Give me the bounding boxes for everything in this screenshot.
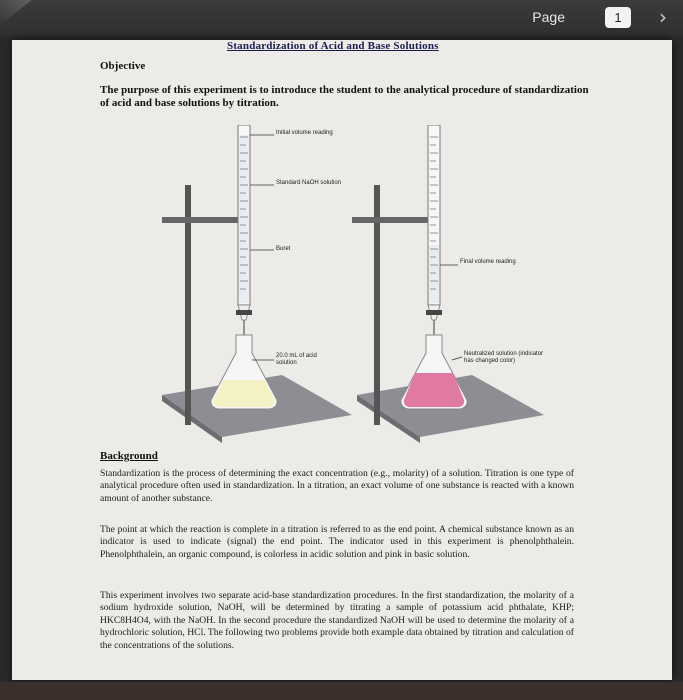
left-clamp — [162, 217, 242, 223]
page-number-input[interactable]: 1 — [605, 7, 631, 28]
document-page — [12, 40, 672, 680]
viewer-toolbar — [0, 0, 683, 36]
document-title: Standardization of Acid and Base Solutions — [227, 40, 439, 52]
label-neutralized-solution: Neutralized solution (indicator has changed color) — [464, 351, 544, 364]
right-stopcock — [426, 310, 442, 315]
background-paragraph-2 — [100, 524, 574, 561]
objective-heading: Objective — [100, 60, 146, 72]
right-clamp — [352, 217, 432, 223]
paragraph-text: This experiment involves two separate acid-base standardization procedures. In the first standardization, the molarity of a sodium hydroxide solution, NaOH, will be determined by titrating a sample of potassium acid phthalate, KHP; HKC8H4O4, with the NaOH. In the second procedure the standardized NaOH will be used to determine the molarity of a hydrochloric solution, HCl. The following two problems provide both example data obtained by titration and calculation of the concentrations of the solutions. — [100, 590, 574, 651]
background-heading: Background — [100, 450, 158, 462]
page-label: Page — [532, 9, 565, 25]
label-buret: Buret — [276, 246, 291, 252]
background-paragraph-3 — [100, 590, 574, 652]
label-standard-naoh: Standard NaOH solution — [276, 180, 342, 186]
label-acid-solution: 20.0 mL of acid solution — [276, 353, 317, 366]
label-initial-volume: Initial volume reading — [276, 130, 333, 136]
label-final-volume: Final volume reading — [460, 259, 516, 265]
left-stopcock — [236, 310, 252, 315]
objective-text: The purpose of this experiment is to introduce the student to the analytical procedure of standardization of acid and base solutions by titration. — [100, 84, 589, 109]
desk-edge — [0, 682, 683, 700]
acid-solution — [214, 380, 274, 407]
titration-illustration — [152, 125, 582, 445]
background-paragraph-1 — [100, 468, 574, 505]
paragraph-text: The point at which the reaction is complete in a titration is referred to as the end point. A chemical substance known as an indicator is used to indicate (signal) the end point. The indicator used in this experiment is phenolphthalein. Phenolphthalein, an organic compound, is colorless in acidic solution and pink in basic solution. — [100, 524, 574, 560]
titration-figure — [152, 125, 582, 445]
paragraph-text: Standardization is the process of determining the exact concentration (e.g., molarity) of a solution. Titration is one type of analytical procedure often used in standardization. In a titration, an exact volume of one substance is reacted with a known amount of another substance. — [100, 468, 574, 504]
chevron-right-icon[interactable]: › — [659, 5, 667, 29]
